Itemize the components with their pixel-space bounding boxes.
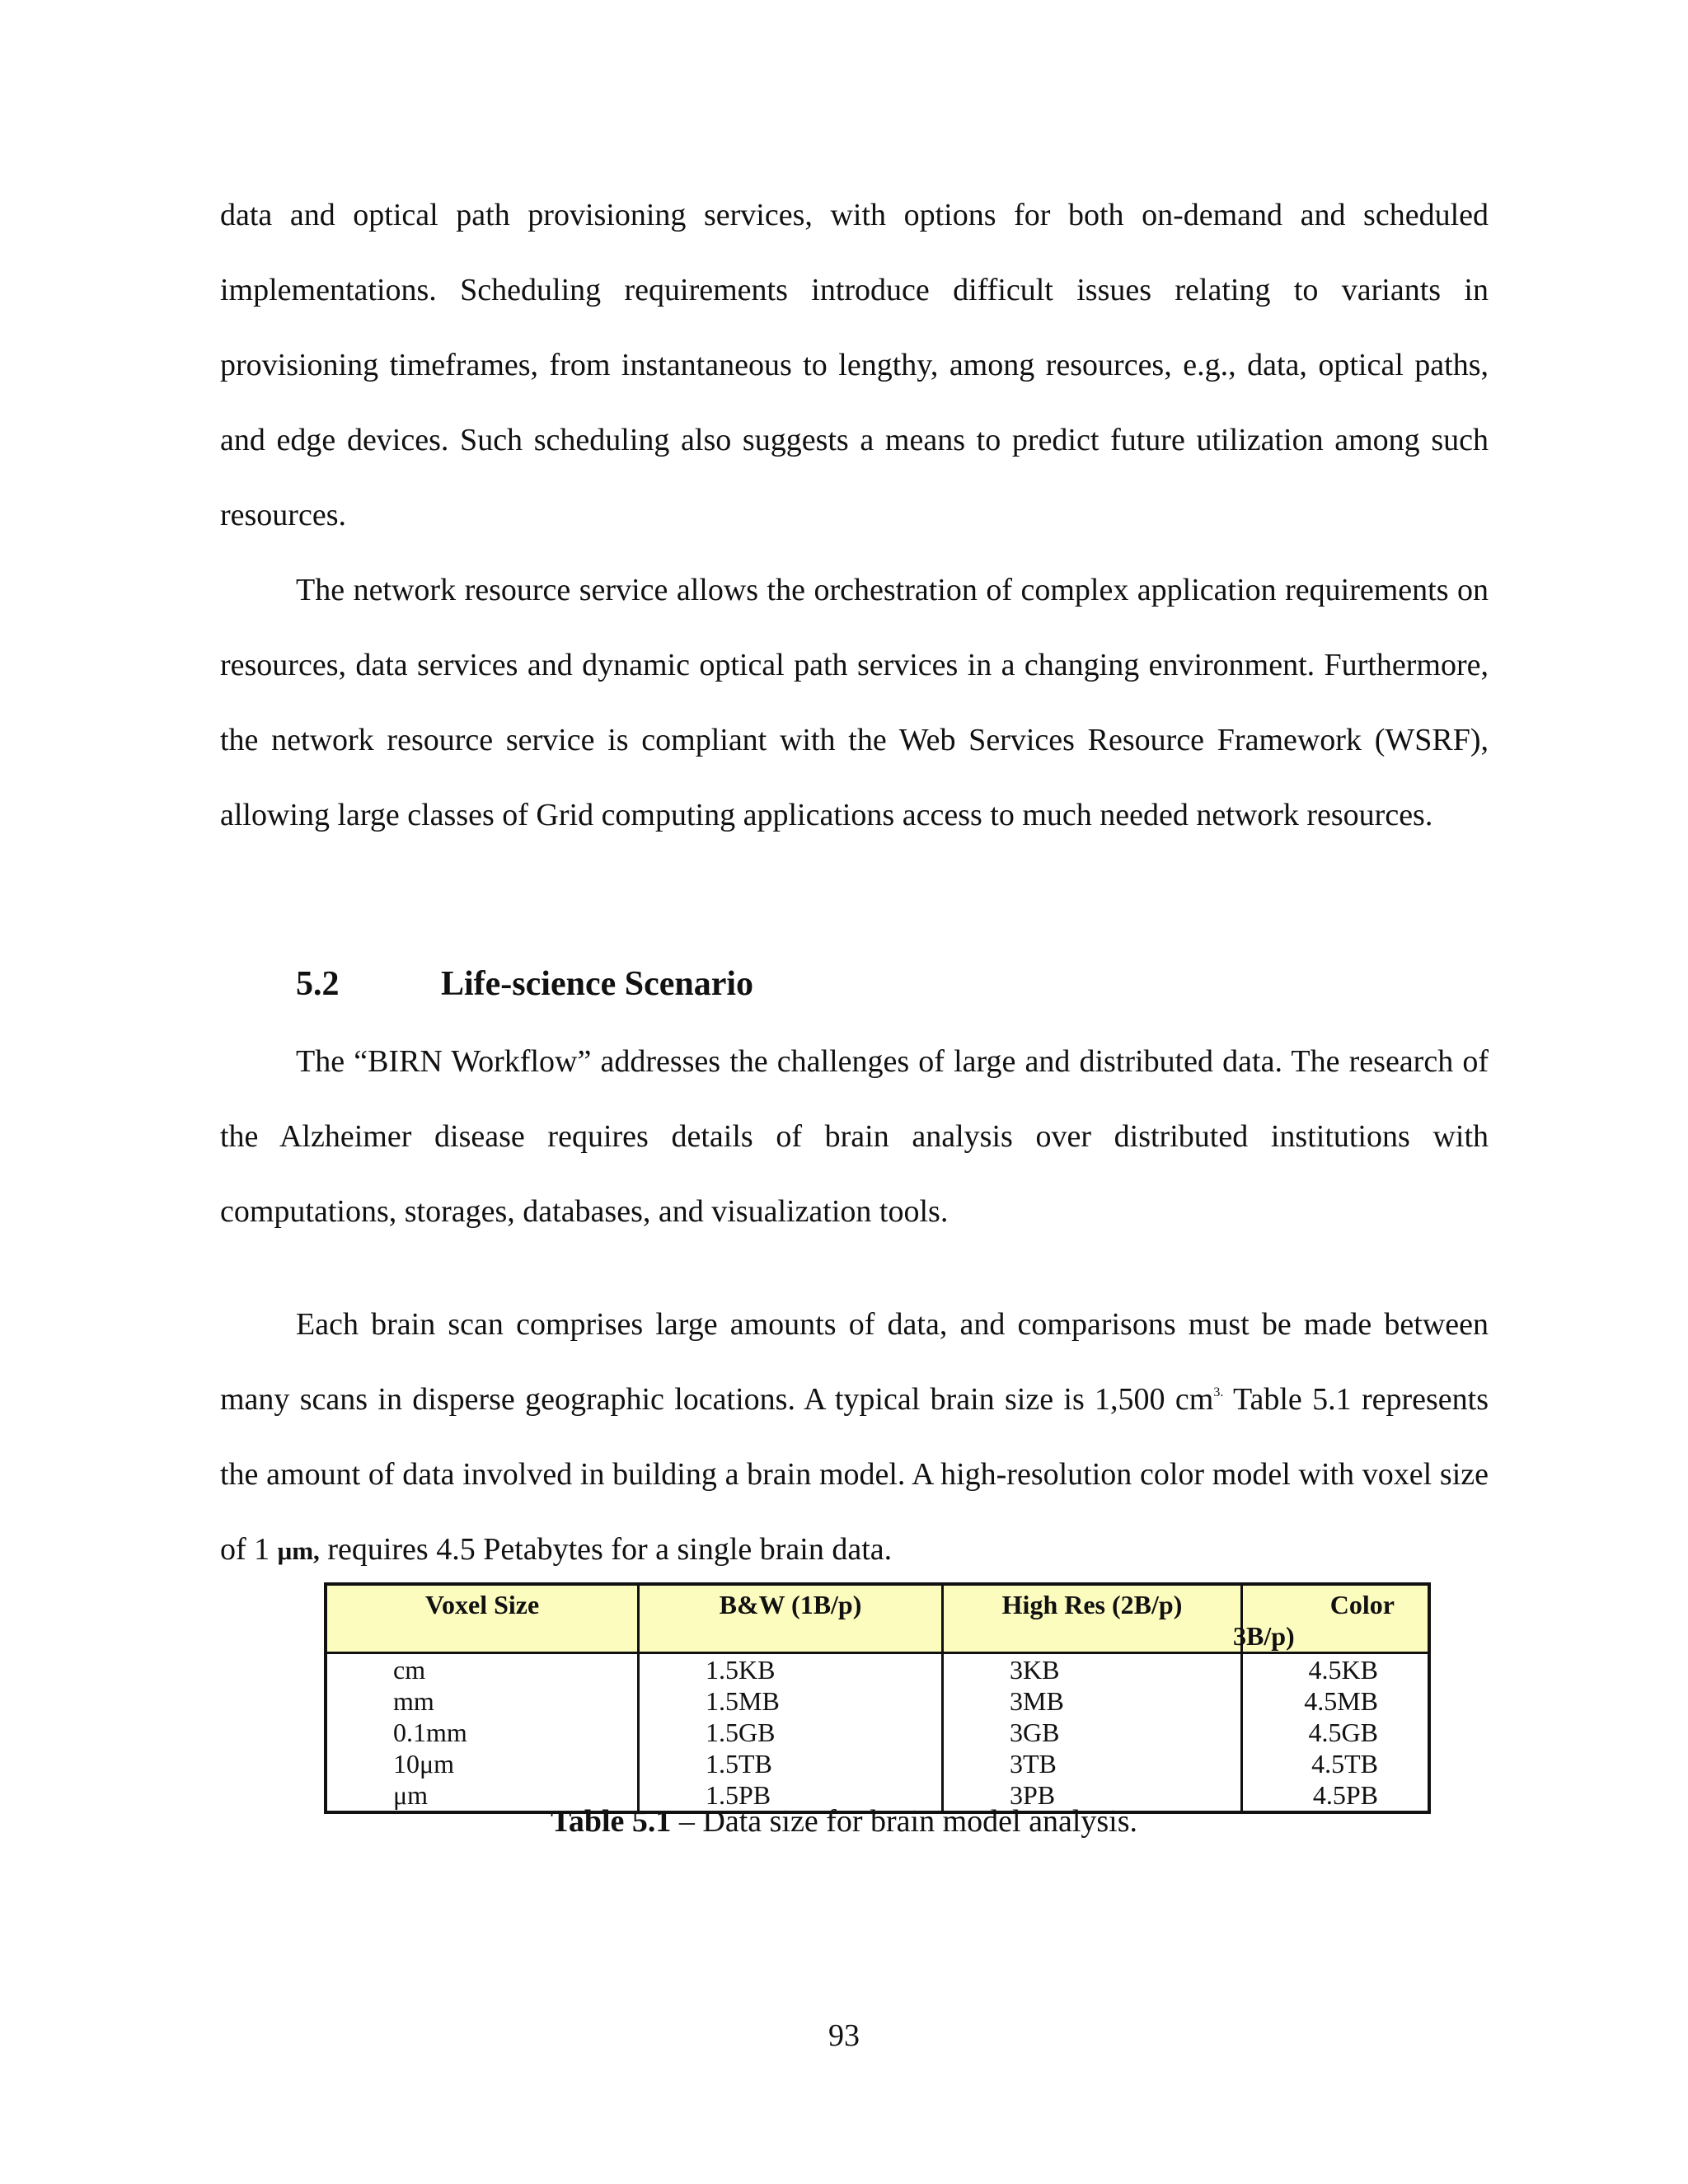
paragraph-provisioning: data and optical path provisioning services, with options for both on-demand and scheduled implementations. Scheduling requirements introduce difficult issues relating to variants in provisioning timeframes, from instantaneous to lengthy, among resources, e.g., data, optical paths, and edge devices. Such scheduling also suggests a means to predict future utilization among such resources. (220, 198, 1489, 532)
header-voxel-size: Voxel Size (326, 1584, 639, 1653)
header-color-line1: Color (1329, 1590, 1395, 1619)
header-color-line2: 3B/p) (1233, 1621, 1295, 1651)
table-row (326, 1653, 1429, 1686)
cell-color: 4.5KB (1242, 1653, 1430, 1686)
table-caption-label: Table 5.1 (550, 1804, 672, 1839)
cell-color: 4.5GB (1242, 1717, 1430, 1748)
header-high-res: High Res (2B/p) (943, 1584, 1242, 1653)
cell-color: 4.5PB (1242, 1779, 1430, 1812)
cell-high-res: 3PB (943, 1779, 1242, 1812)
cell-high-res: 3KB (943, 1653, 1242, 1686)
cell-bw: 1.5GB (639, 1717, 943, 1748)
paragraph-network-resource-service: The network resource service allows the orchestration of complex application requirements on resources, data services and dynamic optical path services in a changing environment. Furthermore, the network resource service is compliant with the Web Services Resource Framework (WSRF), allowing large classes of Grid computing applications access to much needed network resources. (220, 573, 1489, 832)
header-bw: B&W (1B/p) (639, 1584, 943, 1653)
data-size-table-container (324, 1582, 1417, 1814)
micrometer-unit: μm, (277, 1536, 320, 1565)
brain-scan-text-b: Table 5.1 represents the amount of data involved in building a brain model. A high-resolution color model with voxel size of 1 (220, 1382, 1489, 1567)
brain-scan-text-a: Each brain scan comprises large amounts of data, and comparisons must be made between many scans in disperse geographic locations. A typical brain size is 1,500 cm (220, 1307, 1489, 1417)
cell-voxel: μm (326, 1779, 639, 1812)
data-size-table (324, 1582, 1431, 1814)
cell-color: 4.5MB (1242, 1685, 1430, 1717)
cell-voxel: 0.1mm (326, 1717, 639, 1748)
cell-bw: 1.5TB (639, 1748, 943, 1779)
cell-voxel: cm (326, 1653, 639, 1686)
section-title: Life-science Scenario (441, 965, 754, 1003)
table-caption (0, 1802, 1688, 1841)
cubic-superscript: 3. (1213, 1385, 1224, 1399)
cell-voxel: 10μm (326, 1748, 639, 1779)
table-row (326, 1748, 1429, 1779)
cell-color: 4.5TB (1242, 1748, 1430, 1779)
table-caption-text: – Data size for brain model analysis. (671, 1804, 1138, 1839)
brain-scan-text-c: requires 4.5 Petabytes for a single brain data. (319, 1532, 893, 1567)
cell-high-res: 3TB (943, 1748, 1242, 1779)
paragraph-brain-scan (220, 1287, 1489, 1588)
section-heading (296, 959, 753, 1009)
header-color (1233, 1584, 1430, 1653)
cell-bw: 1.5MB (639, 1685, 943, 1717)
cell-high-res: 3MB (943, 1685, 1242, 1717)
table-header-row (326, 1584, 1429, 1653)
cell-bw: 1.5PB (639, 1779, 943, 1812)
table-row (326, 1685, 1429, 1717)
cell-high-res: 3GB (943, 1717, 1242, 1748)
table-row (326, 1717, 1429, 1748)
cell-voxel: mm (326, 1685, 639, 1717)
paragraph-birn-workflow: The “BIRN Workflow” addresses the challenges of large and distributed data. The research of the Alzheimer disease requires details of brain analysis over distributed institutions with computations, storages, databases, and visualization tools. (220, 1044, 1489, 1229)
page-number: 93 (828, 2018, 860, 2053)
cell-bw: 1.5KB (639, 1653, 943, 1686)
section-number: 5.2 (296, 965, 340, 1003)
